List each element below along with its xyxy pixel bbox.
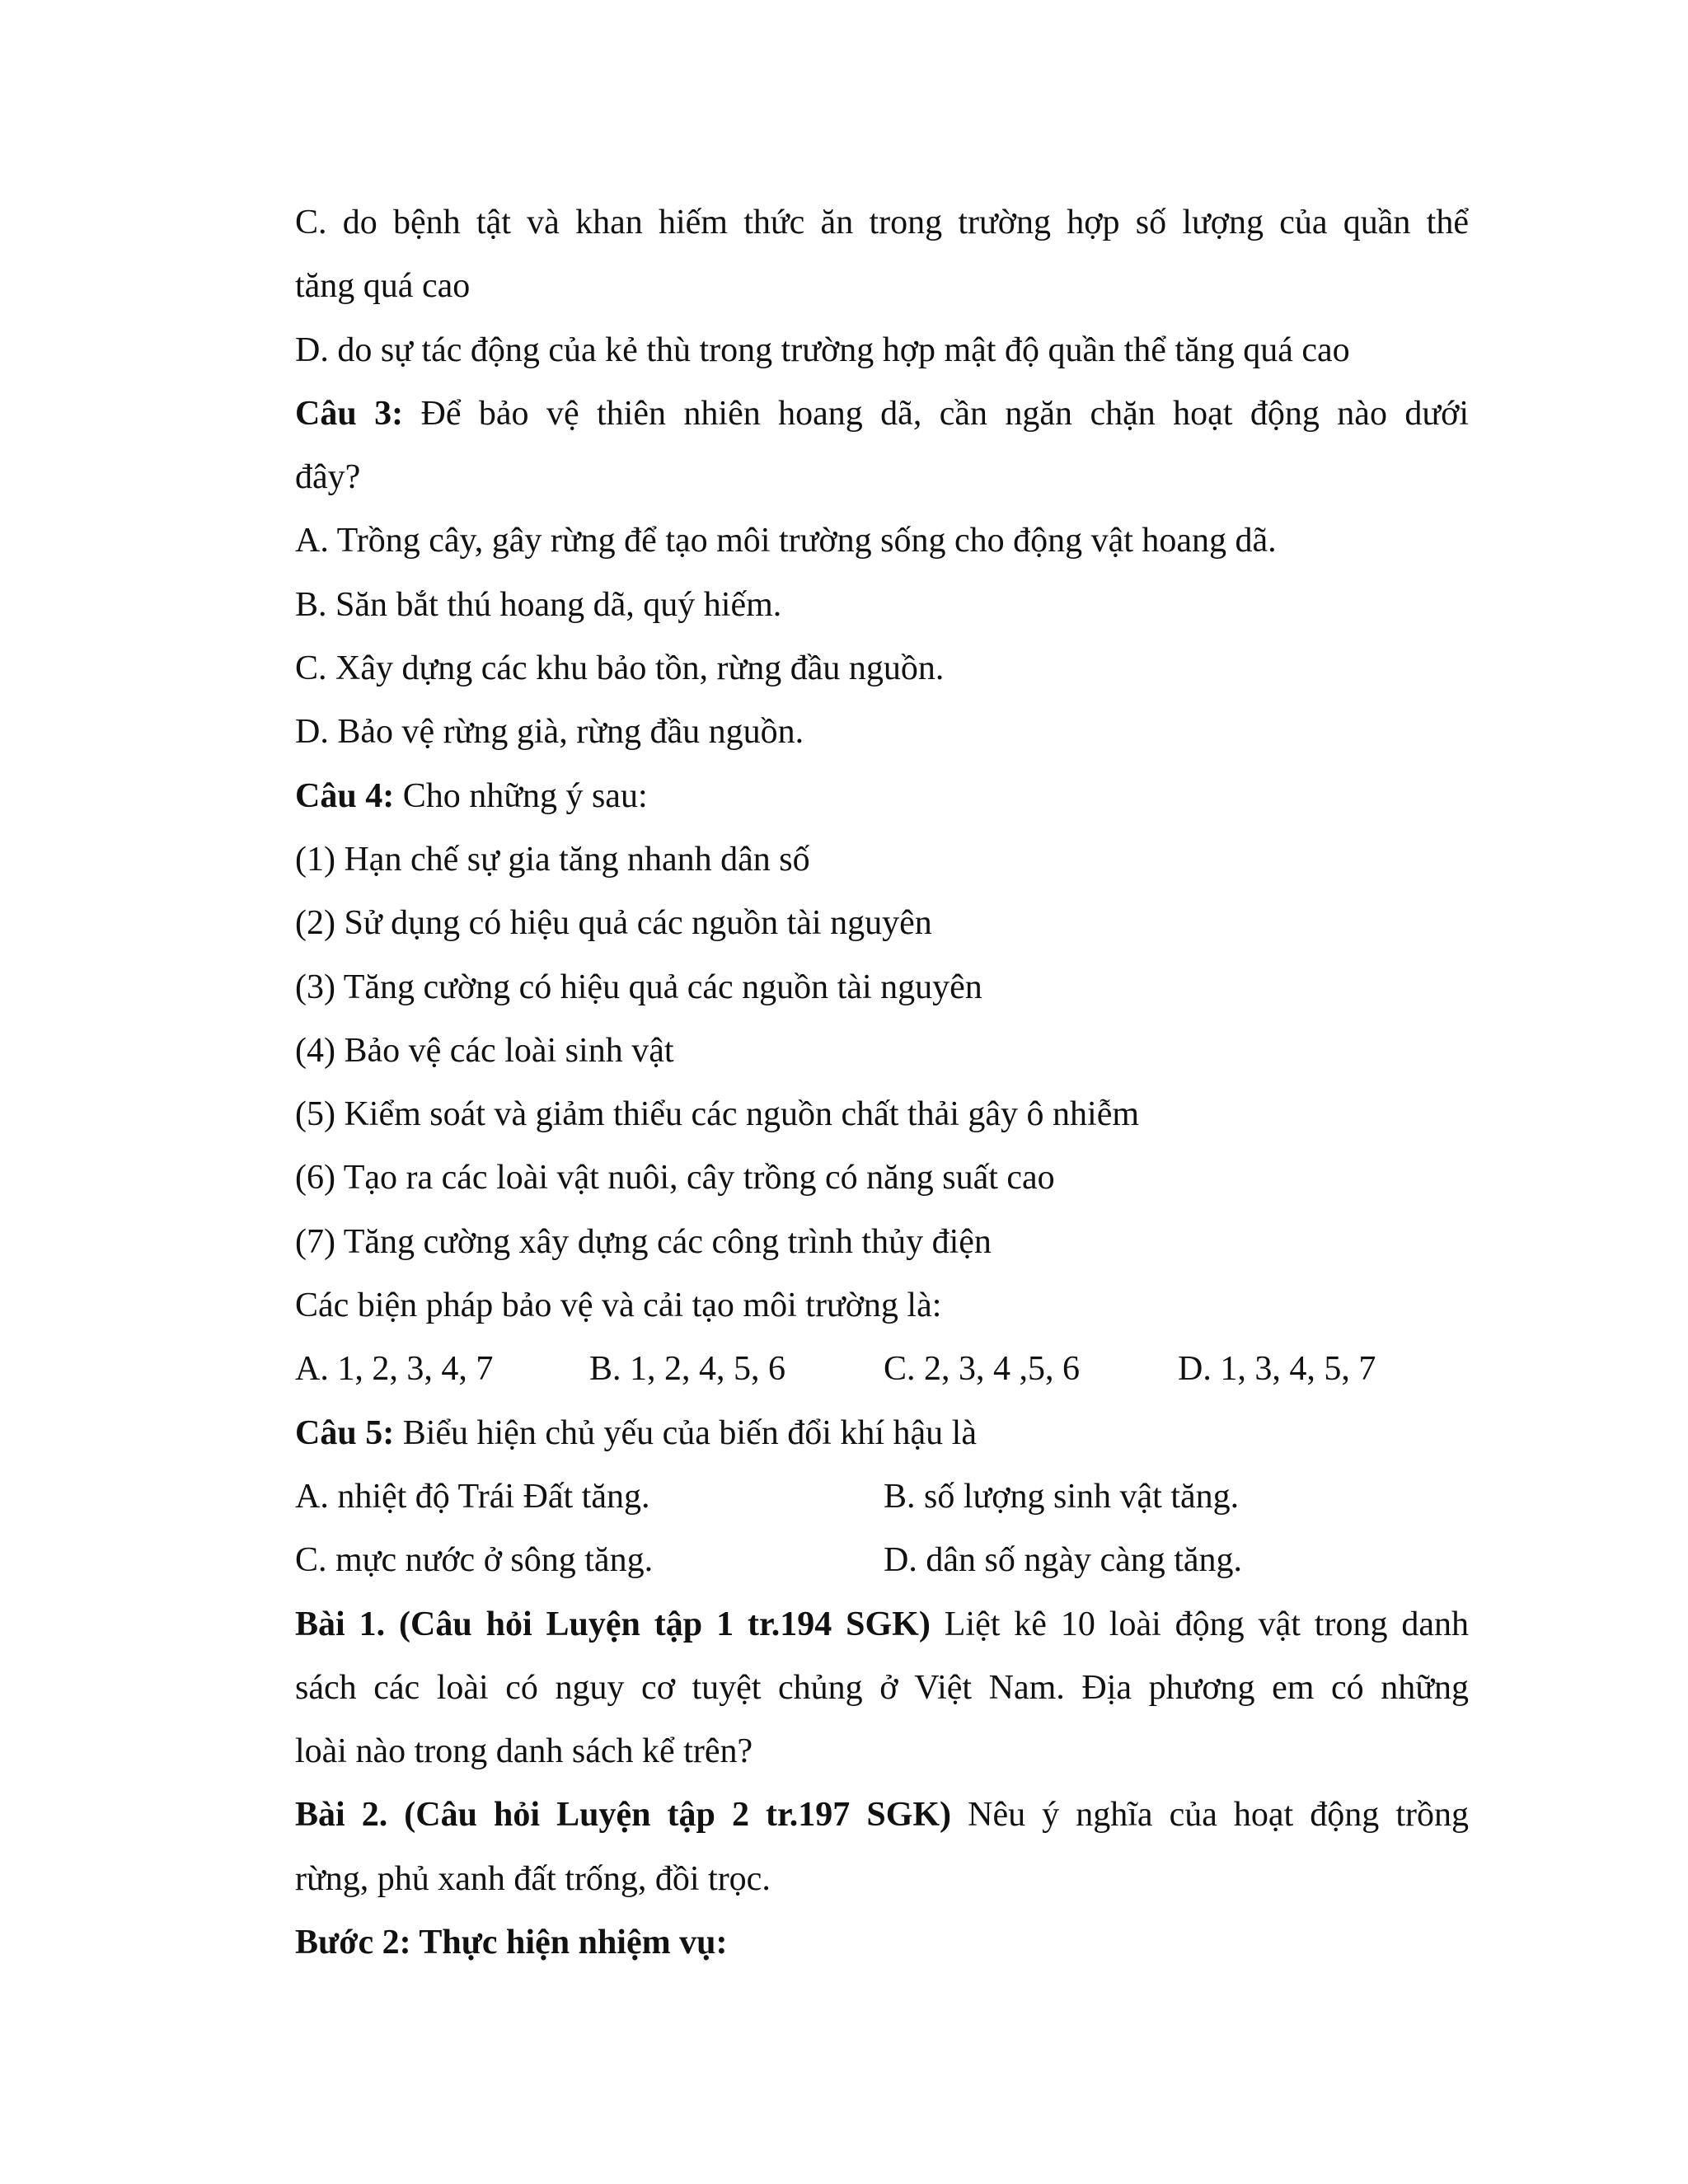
q3-question-line1: [295, 382, 1469, 446]
q4-item-7: (7) Tăng cường xây dựng các công trình thủy điện: [295, 1222, 992, 1261]
q3-question-text: Để bảo vệ thiên nhiên hoang dã, cần ngăn chặn hoạt động nào dưới: [420, 394, 1469, 433]
bai2-line1: [295, 1783, 1469, 1847]
q5-options-row-1: [295, 1465, 1469, 1529]
q4-option-a: A. 1, 2, 3, 4, 7: [295, 1350, 494, 1389]
q4-item-5: (5) Kiểm soát và giảm thiểu các nguồn chất thải gây ô nhiễm: [295, 1095, 1140, 1134]
q4-question-text: Cho những ý sau:: [402, 776, 648, 815]
q4-question: [295, 765, 1469, 828]
q5-question-text: Biểu hiện chủ yếu của biến đổi khí hậu là: [402, 1413, 977, 1452]
q4-item-2: (2) Sử dụng có hiệu quả các nguồn tài nguyên: [295, 904, 932, 943]
q3-label: Câu 3:: [295, 394, 404, 433]
q4-item-6: (6) Tạo ra các loài vật nuôi, cây trồng có năng suất cao: [295, 1159, 1055, 1197]
q4-options-row: [295, 1338, 1469, 1401]
q5-question: [295, 1402, 1469, 1465]
q4-prompt: Các biện pháp bảo vệ và cải tạo môi trường là:: [295, 1286, 942, 1325]
q4-option-c: C. 2, 3, 4 ,5, 6: [884, 1350, 1081, 1389]
step2-heading: [295, 1911, 1469, 1975]
q2-option-c-line2: tăng quá cao: [295, 267, 471, 306]
q3-option-a: A. Trồng cây, gây rừng để tạo môi trường sống cho động vật hoang dã.: [295, 522, 1277, 560]
bai2-text: Nêu ý nghĩa của hoạt động trồng: [968, 1796, 1469, 1835]
q5-option-d: D. dân số ngày càng tăng.: [884, 1541, 1243, 1580]
bai2-line2: rừng, phủ xanh đất trống, đồi trọc.: [295, 1859, 771, 1898]
q5-option-c: C. mực nước ở sông tăng.: [295, 1541, 654, 1580]
q2-option-c-line1: C. do bệnh tật và khan hiếm thức ăn trong trường hợp số lượng của quần thể: [295, 204, 1469, 241]
bai1-line3: loài nào trong danh sách kể trên?: [295, 1732, 753, 1771]
q5-option-a: A. nhiệt độ Trái Đất tăng.: [295, 1477, 650, 1516]
bai2-label: Bài 2. (Câu hỏi Luyện tập 2 tr.197 SGK): [295, 1796, 952, 1835]
step2-heading-text: Bước 2: Thực hiện nhiệm vụ:: [295, 1924, 728, 1962]
q3-question-line2: đây?: [295, 458, 361, 497]
q3-option-b: B. Săn bắt thú hoang dã, quý hiếm.: [295, 585, 782, 624]
q4-label: Câu 4:: [295, 776, 395, 815]
q2-option-d: D. do sự tác động của kẻ thù trong trường hợp mật độ quần thể tăng quá cao: [295, 330, 1350, 369]
q5-option-b: B. số lượng sinh vật tăng.: [884, 1477, 1240, 1516]
q4-item-1: (1) Hạn chế sự gia tăng nhanh dân số: [295, 840, 810, 879]
q4-item-4: (4) Bảo vệ các loài sinh vật: [295, 1031, 674, 1070]
q5-label: Câu 5:: [295, 1413, 395, 1452]
q4-option-d: D. 1, 3, 4, 5, 7: [1178, 1350, 1376, 1389]
bai1-line2: sách các loài có nguy cơ tuyệt chủng ở Việt Nam. Địa phương em có những: [295, 1668, 1469, 1707]
bai1-line1: [295, 1593, 1469, 1657]
q4-item-3: (3) Tăng cường có hiệu quả các nguồn tài nguyên: [295, 968, 982, 1006]
document-page: [295, 191, 1469, 1975]
q5-options-row-2: [295, 1529, 1469, 1592]
q3-option-d: D. Bảo vệ rừng già, rừng đầu nguồn.: [295, 713, 804, 752]
bai1-text: Liệt kê 10 loài động vật trong danh: [944, 1605, 1469, 1643]
q3-option-c: C. Xây dựng các khu bảo tồn, rừng đầu nguồn.: [295, 649, 945, 688]
bai1-label: Bài 1. (Câu hỏi Luyện tập 1 tr.194 SGK): [295, 1605, 931, 1643]
q4-option-b: B. 1, 2, 4, 5, 6: [589, 1350, 786, 1389]
